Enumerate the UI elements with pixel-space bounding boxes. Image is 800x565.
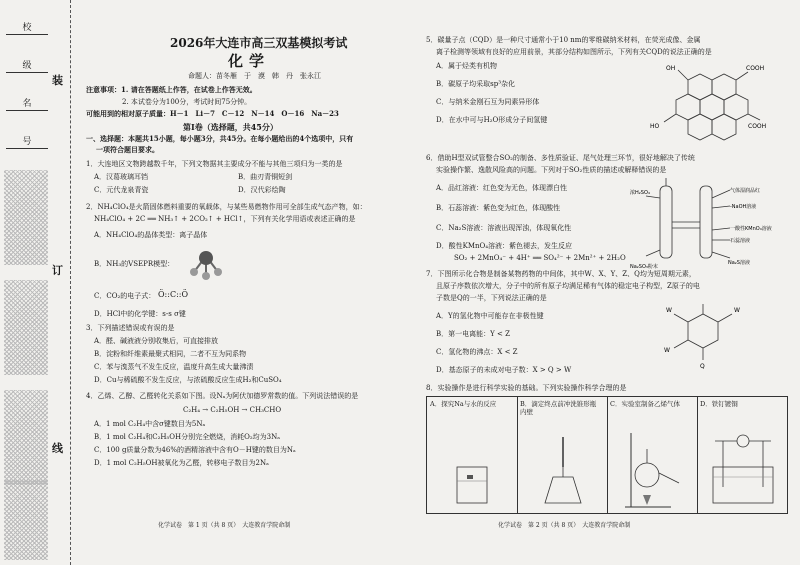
- q7-option-d: D．基态原子的未成对电子数：X > Q > W: [436, 366, 572, 374]
- q4-option-b: B．1 mol C₂H₄和C₂H₅OH分别完全燃烧，消耗O₂均为3Nₐ: [94, 433, 280, 441]
- binding-char-zhuang: 装: [52, 74, 63, 87]
- notice-1: 注意事项：1. 请在答题纸上作答，在试卷上作答无效。: [86, 85, 257, 94]
- atomic-masses: 可能用到的相对原子质量：H－1 Li－7 C－12 N－14 O－16 Na－23: [86, 109, 339, 118]
- fig6-label: -NaOH溶液: [730, 204, 757, 210]
- q6-equation: SO₂ + 2MnO₄⁻ + 4H⁺ ══ SO₄²⁻ + 2Mn²⁺ + 2H₂O: [454, 254, 626, 262]
- q2-option-a: A．NH₄ClO₄的晶体类型：离子晶体: [94, 231, 208, 239]
- svg-text:COOH: COOH: [746, 65, 765, 72]
- q8-cell-a: [427, 397, 518, 513]
- question-5: 5．碳量子点（CQD）是一种尺寸通常小于10 nm的零维碳纳米材料，在荧光成像、金属: [426, 36, 701, 44]
- question-7-line-2: 且原子序数依次增大，分子中的所有原子均满足稀有气体的稳定电子构型，Z原子的电: [436, 282, 700, 290]
- page-1-column: [78, 0, 403, 565]
- binding-hatch: [4, 390, 48, 485]
- binding-label-school: 校: [6, 20, 48, 35]
- binding-strip: [0, 0, 71, 565]
- q7-option-b: B．第一电离能：Y < Z: [436, 330, 510, 338]
- q8-cell-c: [607, 397, 698, 513]
- q3-option-d: D．Cu与稀硫酸不发生反应，与浓硫酸反应生成H₂和CuSO₄: [94, 376, 282, 384]
- binding-label-class: 级: [6, 58, 48, 73]
- binding-label-number: 号: [6, 134, 48, 149]
- section-heading: 第Ⅰ卷（选择题，共45分）: [183, 122, 278, 132]
- q8-option-b: B．滴定终点前冲洗锥形瓶内壁: [520, 400, 597, 417]
- q8-options-table: [426, 396, 788, 514]
- question-7: 7．下图所示化合物是制备某物药物的中间体，其中W、X、Y、Z、Q均为短周期元素，: [426, 270, 696, 278]
- q5-option-c: C．与纳米金刚石互为同素异形体: [436, 98, 540, 106]
- q7-compound-figure: [648, 300, 758, 370]
- page-2-footer: 化学试卷 第 2 页（共 8 页） 大连教育学院命制: [498, 522, 631, 529]
- fig6-label: 石蕊溶液: [730, 238, 751, 244]
- notice-2: 2. 本试卷分为100分，考试时间75分钟。: [122, 98, 252, 106]
- q6-option-a: A．品红溶液：红色变为无色，体现漂白性: [436, 184, 568, 192]
- q2-option-d: D．HCl中的化学键：s-s σ键: [94, 310, 186, 318]
- q8b-figure: [535, 437, 591, 507]
- q6-option-d: D．酸性KMnO₄溶液：紫色褪去，发生反应: [436, 242, 573, 250]
- q8-option-a: A．探究Na与水的反应: [430, 400, 497, 408]
- instructions-line-2: 一项符合题目要求。: [96, 145, 159, 154]
- q4-option-d: D．1 mol C₂H₅OH被氧化为乙醛，转移电子数目为2Nₐ: [94, 459, 269, 467]
- binding-char-ding: 订: [52, 264, 63, 277]
- vsepr-model-figure: [186, 246, 226, 280]
- cqd-structure-figure: [648, 60, 768, 142]
- q5-option-a: A．属于烃类有机物: [436, 62, 498, 70]
- q8a-figure: [447, 447, 497, 507]
- question-7-line-3: 子数是Q的一半，下列说法正确的是: [436, 294, 547, 302]
- co2-electron-formula: Ö::C::Ö: [158, 290, 189, 299]
- q2-option-c: C．CO₂的电子式：: [94, 292, 156, 300]
- authors: 命题人：苗冬雁 于 漠 韩 丹 张永江: [188, 72, 321, 80]
- fig6-label: 浓H₂SO₄: [630, 190, 650, 196]
- q8-cell-d: [697, 397, 787, 513]
- question-6: 6．借助H型双试管整合SO₂的制备、多性质验证、尾气处理三环节，很好地解决了传统: [426, 154, 695, 162]
- question-5-line-2: 离子检测等领域有良好的应用前景，其部分结构如图所示，下列有关CQD的说法正确的是: [436, 48, 712, 56]
- exam-title: 2026年大连市高三双基模拟考试: [170, 36, 348, 50]
- q8-cell-b: [517, 397, 608, 513]
- q6-option-c: C．Na₂S溶液：溶液出现浑浊，体现氧化性: [436, 224, 572, 232]
- binding-label-name: 名: [6, 96, 48, 111]
- q8d-figure: [707, 431, 779, 507]
- q4-equation: C₂H₄ → C₂H₅OH → CH₃CHO: [183, 406, 282, 414]
- q1-option-b: B．曲刃青铜短剑: [238, 173, 293, 181]
- q1-option-d: D．汉代彩绘陶: [238, 186, 286, 194]
- q8-option-d: D．铁钉镀铜: [700, 400, 738, 408]
- q2-option-b: B．NH₃的VSEPR模型：: [94, 260, 175, 268]
- svg-text:W: W: [734, 307, 740, 314]
- q3-option-a: A．醛、碱液液分别收集后，可直接排放: [94, 337, 219, 345]
- instructions-line-1: 一、选择题：本题共15小题，每小题3分，共45分。在每小题给出的4个选项中，只有: [86, 134, 354, 143]
- h-tube-apparatus-figure: [630, 178, 780, 274]
- q3-option-c: C．苯与溴蒸气不发生反应，温度升高生成大量沸渍: [94, 363, 254, 371]
- q6-option-b: B．石蕊溶液：紫色变为红色，体现酸性: [436, 204, 561, 212]
- svg-text:HO: HO: [650, 123, 660, 130]
- q3-option-b: B．淀粉和纤维素最聚式相同，二者不互为同系物: [94, 350, 247, 358]
- question-1: 1．大连地区文物跨越数千年，下列文物据其主要成分不能与其他三项归为一类的是: [86, 160, 343, 168]
- page-2-column: [418, 0, 793, 565]
- binding-char-xian: 线: [52, 442, 63, 455]
- svg-text:Q: Q: [700, 363, 705, 370]
- question-4: 4．乙烯、乙醇、乙醛转化关系如下图。设Nₐ为阿伏加德罗常数的值。下列说法错误的是: [86, 392, 359, 400]
- fig6-label: 一酸性KMnO₄溶液: [730, 226, 772, 232]
- question-8: 8．实验操作是进行科学实验的基础。下列实验操作科学合理的是: [426, 384, 627, 392]
- svg-text:W: W: [666, 307, 672, 314]
- q4-option-a: A．1 mol C₂H₄中含σ键数目为5Nₐ: [94, 420, 206, 428]
- q1-option-c: C．元代龙泉青瓷: [94, 186, 149, 194]
- question-2: 2．NH₄ClO₄是火箭固体燃料重要的氧载体，与某些易燃物作用可全部生成气态产物，如：: [86, 203, 367, 211]
- svg-text:OH: OH: [666, 65, 676, 72]
- q8c-figure: [621, 429, 687, 509]
- q8-option-c: C．实验室制备乙烯气体: [610, 400, 680, 408]
- q2-equation: NH₄ClO₄ + 2C ══ NH₃↑ + 2CO₂↑ + HCl↑，下列有关化学用语或表述正确的是: [94, 215, 356, 223]
- binding-hatch: [4, 480, 48, 560]
- q1-option-a: A．汉葛玻璃耳铛: [94, 173, 149, 181]
- binding-hatch: [4, 170, 48, 265]
- q7-option-a: A．Y的氢化物中可能存在非极性键: [436, 312, 544, 320]
- binding-hatch: [4, 280, 48, 375]
- question-6-line-2: 实验操作繁、逸散风险高的问题。下列对于SO₂性质的描述或解释错误的是: [436, 166, 667, 174]
- fig6-label: Na₂SO₃粉末: [630, 264, 658, 270]
- fig6-label: Na₂S溶液: [728, 260, 750, 266]
- q5-option-d: D．在水中可与H₂O形成分子间氢键: [436, 116, 548, 124]
- q7-option-c: C．氢化物的沸点：X < Z: [436, 348, 518, 356]
- question-3: 3．下列描述错误或有误的是: [86, 324, 175, 332]
- q4-option-c: C．100 g质量分数为46%的酒精溶液中含有O－H键的数目为Nₐ: [94, 446, 296, 454]
- fig6-label: 气体湿润品红: [730, 188, 761, 194]
- q5-option-b: B．碳原子均采取sp³杂化: [436, 80, 516, 88]
- svg-text:COOH: COOH: [748, 123, 767, 130]
- svg-text:W: W: [664, 347, 670, 354]
- subject-title: 化学: [228, 52, 271, 70]
- page-1-footer: 化学试卷 第 1 页（共 8 页） 大连教育学院命制: [158, 522, 291, 529]
